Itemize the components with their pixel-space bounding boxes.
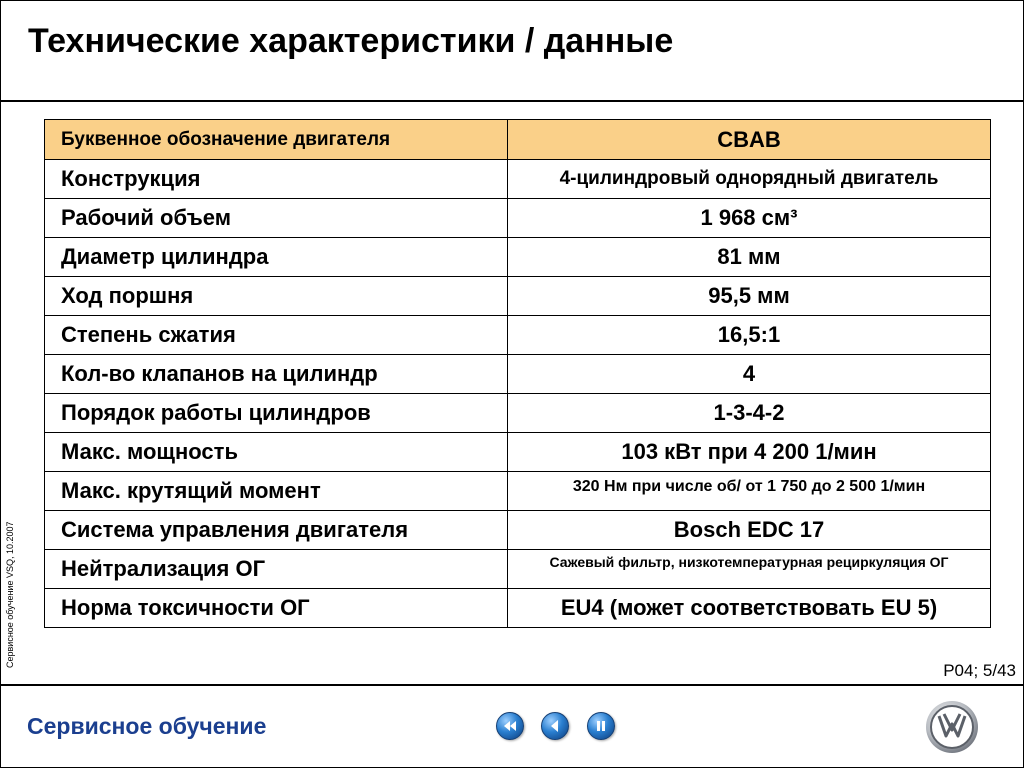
row-value: 320 Нм при числе об/ от 1 750 до 2 500 1/мин — [508, 472, 991, 511]
row-value: EU4 (может соответствовать EU 5) — [508, 589, 991, 628]
row-label: Конструкция — [45, 160, 508, 199]
row-label: Нейтрализация ОГ — [45, 550, 508, 589]
rewind-button[interactable] — [496, 712, 524, 740]
row-label: Степень сжатия — [45, 316, 508, 355]
row-label: Норма токсичности ОГ — [45, 589, 508, 628]
pause-icon — [588, 713, 614, 739]
row-label: Кол-во клапанов на цилиндр — [45, 355, 508, 394]
table-row — [45, 472, 991, 511]
title-divider — [0, 100, 1024, 102]
row-value: 103 кВт при 4 200 1/мин — [508, 433, 991, 472]
table-row — [45, 277, 991, 316]
row-label: Порядок работы цилиндров — [45, 394, 508, 433]
row-value: Сажевый фильтр, низкотемпературная рециркуляция ОГ — [508, 550, 991, 589]
table-row — [45, 394, 991, 433]
table-header-row — [45, 120, 991, 160]
table-row — [45, 433, 991, 472]
table-row — [45, 355, 991, 394]
table-row — [45, 589, 991, 628]
vw-logo — [925, 700, 979, 754]
page-title: Технические характеристики / данные — [28, 22, 674, 60]
header-value: CBAB — [508, 120, 991, 160]
spec-table — [44, 119, 991, 628]
row-label: Рабочий объем — [45, 199, 508, 238]
table-row — [45, 511, 991, 550]
page-number: P04; 5/43 — [943, 661, 1016, 680]
footer-title: Сервисное обучение — [27, 713, 267, 739]
table-row — [45, 316, 991, 355]
row-value: 16,5:1 — [508, 316, 991, 355]
header-label: Буквенное обозначение двигателя — [45, 120, 508, 160]
row-label: Макс. мощность — [45, 433, 508, 472]
previous-button[interactable] — [541, 712, 569, 740]
row-value: 1-3-4-2 — [508, 394, 991, 433]
row-value: 95,5 мм — [508, 277, 991, 316]
row-label: Система управления двигателя — [45, 511, 508, 550]
table-row — [45, 199, 991, 238]
row-value: 1 968 см³ — [508, 199, 991, 238]
table-row — [45, 550, 991, 589]
row-value: 4-цилиндровый однорядный двигатель — [508, 160, 991, 199]
table-row — [45, 160, 991, 199]
rewind-icon — [497, 713, 523, 739]
row-value: 4 — [508, 355, 991, 394]
pause-button[interactable] — [587, 712, 615, 740]
row-label: Диаметр цилиндра — [45, 238, 508, 277]
row-value: 81 мм — [508, 238, 991, 277]
side-note: Сервисное обучение VSQ, 10.2007 — [5, 521, 15, 668]
row-label: Макс. крутящий момент — [45, 472, 508, 511]
row-label: Ход поршня — [45, 277, 508, 316]
row-value: Bosch EDC 17 — [508, 511, 991, 550]
table-row — [45, 238, 991, 277]
previous-icon — [542, 713, 568, 739]
footer-divider — [0, 684, 1024, 686]
